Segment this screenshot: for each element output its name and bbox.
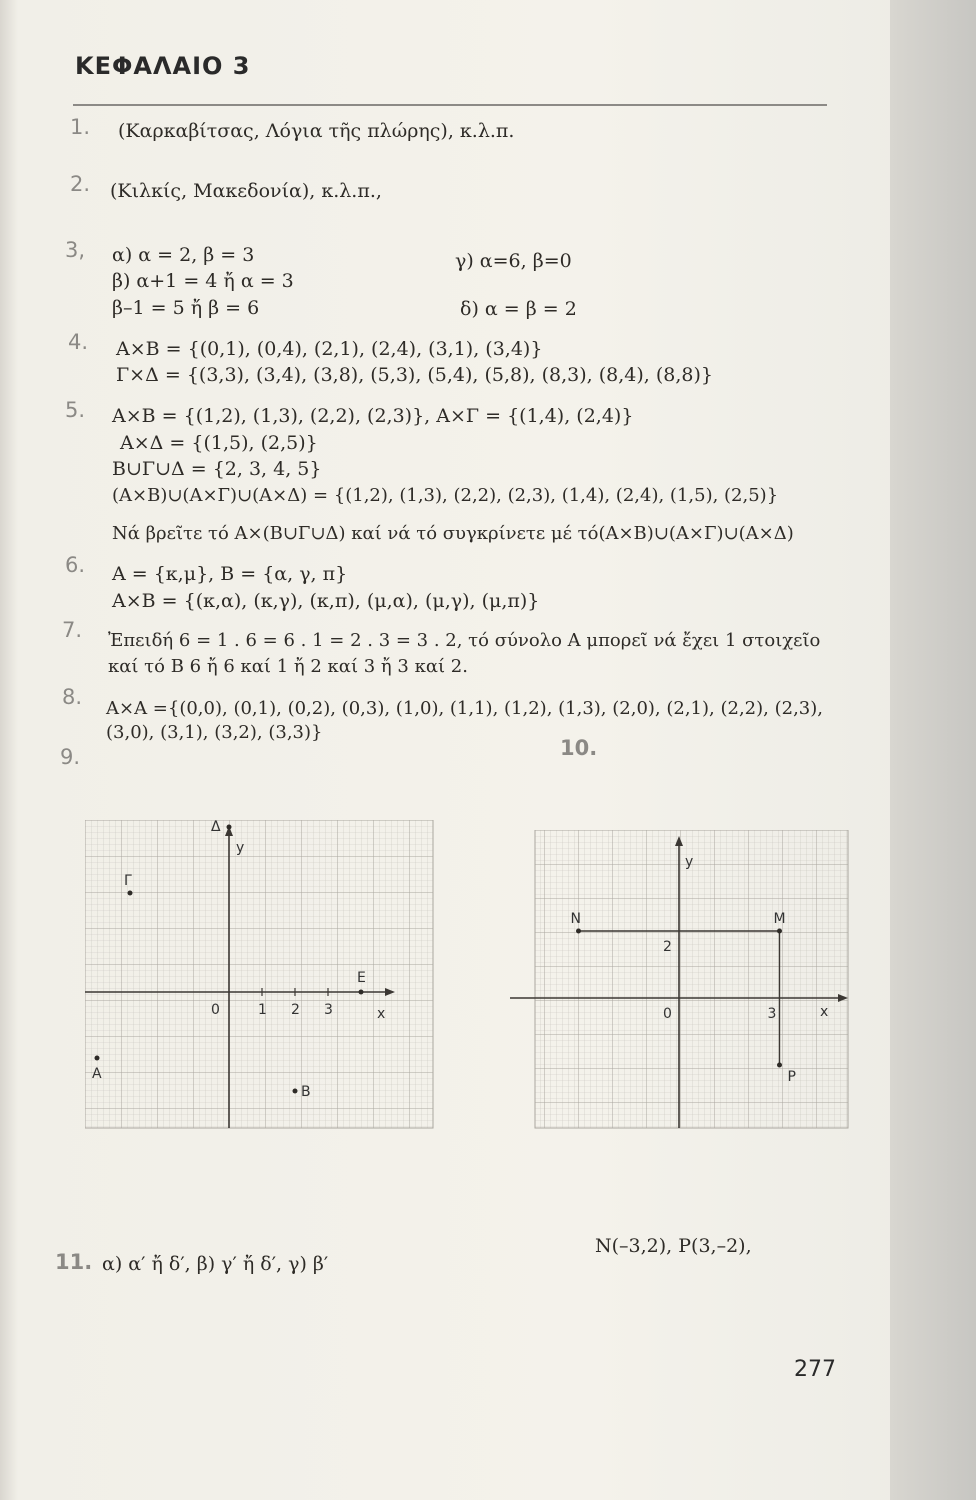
header-rule — [73, 104, 827, 106]
item-number: 11. — [55, 1250, 93, 1274]
item-number: 8. — [62, 685, 83, 709]
x-axis-label: x — [377, 1006, 386, 1022]
item-number: 7. — [62, 618, 83, 642]
item-line: Νά βρεῖτε τό A×(B∪Γ∪Δ) καί νά τό συγκρίνετε μέ τό(A×B)∪(A×Γ)∪(A×Δ) — [112, 523, 794, 544]
item-line: A×A ={(0,0), (0,1), (0,2), (0,3), (1,0), (1,1), (1,2), (1,3), (2,0), (2,1), (2,2), (2,3), — [106, 698, 823, 719]
page-number: 277 — [794, 1357, 836, 1382]
y-axis-label: y — [685, 854, 694, 870]
item-line: α) α = 2, β = 3 — [112, 244, 255, 266]
item-line: B∪Γ∪Δ = {2, 3, 4, 5} — [112, 458, 322, 480]
item-line: β) α+1 = 4 ἤ α = 3 — [112, 270, 294, 292]
point-label: B — [301, 1084, 311, 1100]
point-A — [95, 1056, 100, 1061]
page-edge — [890, 0, 976, 1500]
point-Δ — [227, 825, 232, 830]
chapter-heading: ΚΕΦΑΛΑΙΟ 3 — [75, 52, 251, 80]
point-label: A — [92, 1066, 102, 1082]
point-label: Δ — [211, 820, 221, 835]
point-B — [293, 1089, 298, 1094]
item-line: καί τό B 6 ἤ 6 καί 1 ἤ 2 καί 3 ἤ 3 καί 2. — [108, 656, 468, 677]
y-axis-label: y — [236, 840, 245, 856]
item-number: 3, — [65, 238, 86, 262]
tick-label: 1 — [258, 1002, 267, 1018]
item-line: A×B = {(κ,α), (κ,γ), (κ,π), (μ,α), (μ,γ), (μ,π)} — [112, 590, 540, 612]
point-P — [777, 1063, 782, 1068]
item-line: A×B = {(1,2), (1,3), (2,2), (2,3)}, A×Γ = {(1,4), (2,4)} — [112, 405, 634, 427]
origin-label: 0 — [663, 1006, 672, 1022]
item-number: 4. — [68, 330, 89, 354]
item-line: (3,0), (3,1), (3,2), (3,3)} — [106, 722, 323, 743]
origin-label: 0 — [211, 1002, 220, 1018]
item-line: (Καρκαβίτσας, Λόγια τῆς πλώρης), κ.λ.π. — [118, 120, 515, 142]
point-label: Γ — [124, 873, 132, 889]
item-number: 6. — [65, 553, 86, 577]
item-line: α) α′ ἤ δ′, β) γ′ ἤ δ′, γ) β′ — [102, 1253, 329, 1275]
item-line: (Κιλκίς, Μακεδονία), κ.λ.π., — [110, 180, 382, 202]
point-Γ — [128, 891, 133, 896]
tick-label: 3 — [324, 1002, 333, 1018]
item-line: A×B = {(0,1), (0,4), (2,1), (2,4), (3,1), (3,4)} — [116, 338, 543, 360]
item-line: Γ×Δ = {(3,3), (3,4), (3,8), (5,3), (5,4), (5,8), (8,3), (8,4), (8,8)} — [116, 364, 714, 386]
item-line: Ἐπειδή 6 = 1 . 6 = 6 . 1 = 2 . 3 = 3 . 2, τό σύνολο A μπορεῖ νά ἔχει 1 στοιχεῖο — [108, 630, 821, 651]
item-number: 1. — [70, 115, 91, 139]
point-label: E — [357, 970, 366, 986]
item-number: 9. — [60, 745, 81, 769]
item-number: 10. — [560, 736, 598, 760]
point-label: M — [773, 911, 786, 927]
item-line: A×Δ = {(1,5), (2,5)} — [120, 432, 318, 454]
point-label: N — [570, 911, 581, 927]
item-line: δ) α = β = 2 — [460, 298, 577, 320]
point-M — [777, 929, 782, 934]
x-axis-label: x — [820, 1004, 829, 1020]
item-line: (A×B)∪(A×Γ)∪(A×Δ) = {(1,2), (1,3), (2,2), (2,3), (1,4), (2,4), (1,5), (2,5)} — [112, 485, 779, 506]
point-N — [576, 929, 581, 934]
point-label: P — [787, 1069, 796, 1085]
tick-label: 2 — [291, 1002, 300, 1018]
tick-label-x: 3 — [767, 1006, 777, 1022]
item-line: A = {κ,μ}, B = {α, γ, π} — [112, 563, 348, 585]
item-number: 5. — [65, 398, 86, 422]
item-line: N(–3,2), P(3,–2), — [595, 1235, 752, 1257]
point-E — [359, 990, 364, 995]
tick-label-y: 2 — [663, 939, 672, 955]
graph-9 — [85, 820, 435, 1130]
item-line: γ) α=6, β=0 — [455, 250, 572, 272]
item-line: β–1 = 5 ἤ β = 6 — [112, 297, 260, 319]
item-number: 2. — [70, 172, 91, 196]
graph-10 — [510, 830, 850, 1130]
